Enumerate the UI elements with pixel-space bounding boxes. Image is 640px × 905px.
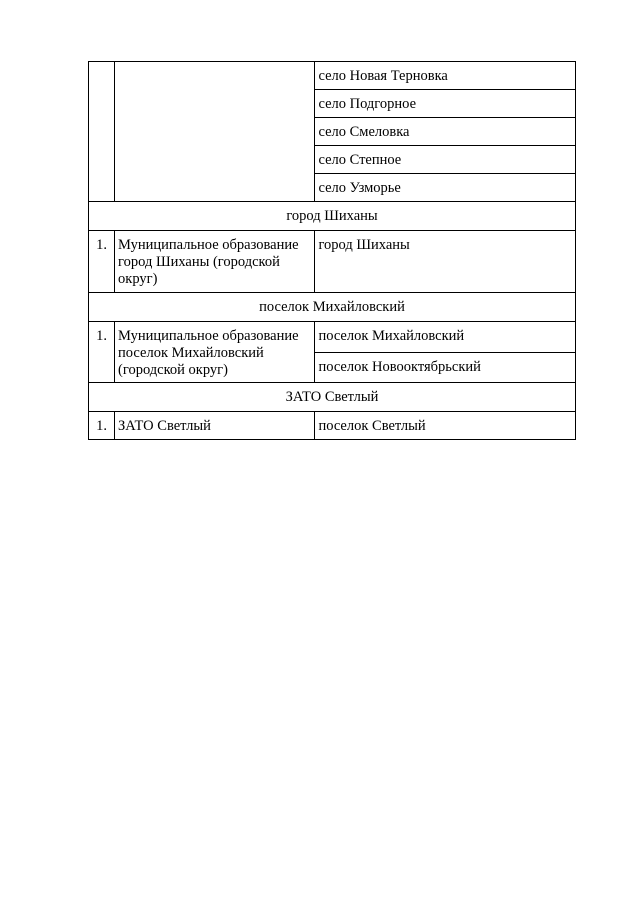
table-row [89,62,576,90]
number-cell [89,62,115,202]
locality-cell: поселок Новооктябрьский [315,352,576,383]
row-number: 1. [89,412,115,440]
locality-cell: село Подгорное [315,90,576,118]
formation-name: Муниципальное образование город Шиханы (городской округ) [115,231,315,293]
row-number: 1. [89,231,115,293]
row-number: 1. [89,322,115,383]
section-title: ЗАТО Светлый [89,383,576,412]
municipal-formations-table [88,61,576,440]
locality-cell: село Степное [315,146,576,174]
locality-cell: село Смеловка [315,118,576,146]
table-row [89,231,576,293]
formation-name: ЗАТО Светлый [115,412,315,440]
formation-name-cell [115,62,315,202]
locality-cell: поселок Михайловский [315,322,576,353]
section-header-row [89,202,576,231]
table-row [89,412,576,440]
section-header-row [89,293,576,322]
locality-cell: город Шиханы [315,231,576,293]
table-row [89,322,576,353]
section-title: город Шиханы [89,202,576,231]
formation-name: Муниципальное образование поселок Михайловский (городской округ) [115,322,315,383]
section-header-row [89,383,576,412]
locality-cell: село Узморье [315,174,576,202]
section-title: поселок Михайловский [89,293,576,322]
locality-cell: поселок Светлый [315,412,576,440]
locality-cell: село Новая Терновка [315,62,576,90]
